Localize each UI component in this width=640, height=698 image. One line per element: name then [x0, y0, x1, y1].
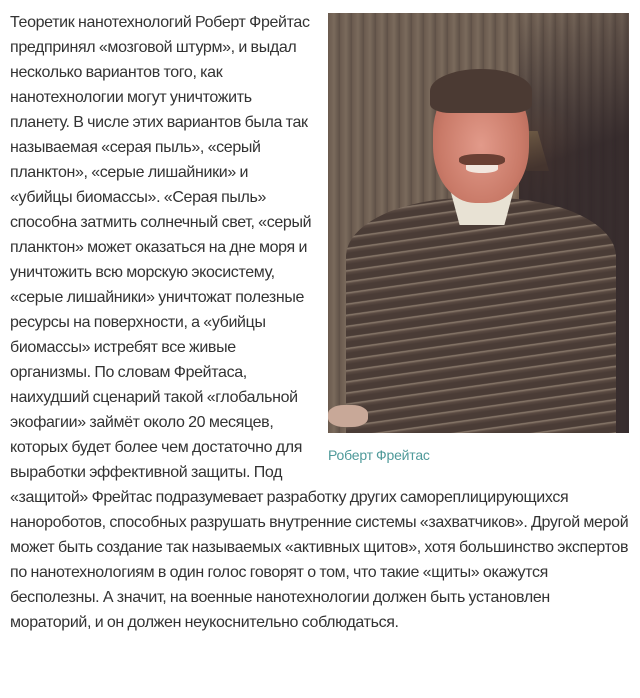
article-paragraph: Теоретик нанотехнологий Роберт Фрейтас предпринял «мозговой штурм», и выдал несколько вариантов того, как нанотехнологии могут уничтожить планету. В числе этих вариантов была так называемая «серая пыль», «серый планктон», «серые лишайники» и «убийцы биомассы». «Серая пыль» способна затмить солнечный свет, «серый планктон» может оказаться на дне моря и уничтожить всю морскую экосистему, «серые лишайники» уничтожат полезные ресурсы на поверхности, а «убийцы биомассы» истребят все живые организмы. По словам Фрейтаса, наихудший сценарий такой «глобальной экофагии» займёт около 20 месяцев, которых будет более чем достаточно для выработки эффективной защиты. Под «защитой» Фрейтас подразумевает разработку других самореплицирующихся нанороботов, способных разрушать внутренние системы «захватчиков». Другой мерой может быть создание так называемых «активных щитов», хотя большинство экспертов по нанотехнологиям в один голос говорят о том, что такие «щиты» окажутся бесполезны. А значит, на военные нанотехнологии должен быть установлен мораторий, и он должен неукоснительно соблюдаться. [10, 14, 629, 631]
article [10, 10, 630, 635]
figure [328, 13, 629, 473]
portrait-photo [328, 13, 629, 433]
smile [466, 165, 498, 173]
hand [328, 405, 368, 427]
hair [430, 69, 532, 113]
sweater [346, 198, 616, 433]
figure-caption: Роберт Фрейтас [328, 447, 430, 463]
